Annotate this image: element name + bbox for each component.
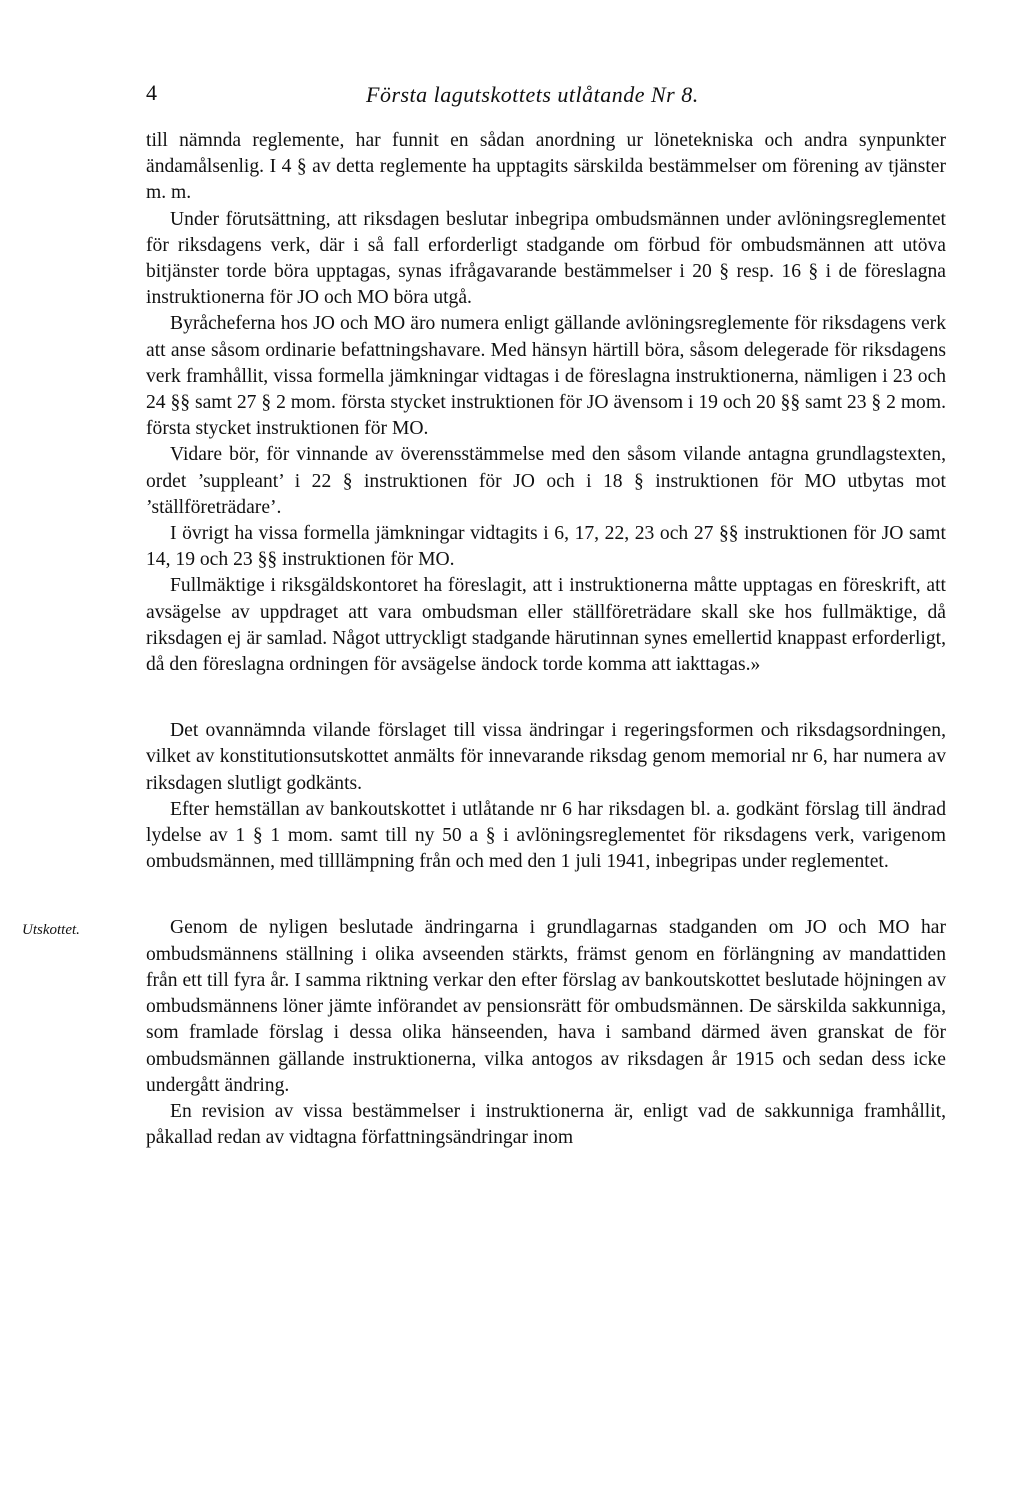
paragraph: Fullmäktige i riksgäldskontoret ha föreslagit, att i instruktionerna måtte upptagas en föreskrift, att avsägelse av uppdraget att vara ombudsman eller ställföreträdare skall ske hos fullmäktige, då riksdagen ej är samlad. Något uttryckligt stadgande härutinnan synes emellertid knappast erforderligt, då den föreslagna ordningen för avsägelse ändock torde komma att iakttagas.» <box>146 575 946 676</box>
page-header <box>146 80 946 112</box>
paragraph: Under förutsättning, att riksdagen beslutar inbegripa ombudsmännen under avlöningsreglementet för riksdagens verk, där i så fall erforderligt stadgande om förbud för ombudsmännen att utöva bitjänster torde böra upptagas, synas ifrågavarande bestämmelser i 20 § resp. 16 § i de föreslagna instruktionerna för JO och MO böra utgå. <box>146 208 946 309</box>
section-gap <box>146 678 946 718</box>
paragraph: En revision av vissa bestämmelser i instruktionerna är, enligt vad de sakkunniga framhållit, påkallad redan av vidtagna författningsändringar inom <box>146 1100 946 1149</box>
running-title: Första lagutskottets utlåtande Nr 8. <box>366 82 699 107</box>
paragraph: Efter hemställan av bankoutskottet i utlåtande nr 6 har riksdagen bl. a. godkänt förslag till ändrad lydelse av 1 § 1 mom. samt till ny 50 a § i avlöningsreglementet för riksdagens verk, varigenom ombudsmännen, med tilllämpning från och med den 1 juli 1941, inbegripas under reglementet. <box>146 798 946 873</box>
section-gap <box>146 875 946 915</box>
paragraph: Vidare bör, för vinnande av överensstämmelse med den såsom vilande antagna grundlagstexten, ordet ’suppleant’ i 22 § instruktionen för JO och i 18 § instruktionen för MO utbytas mot ’ställföreträdare’. <box>146 444 946 518</box>
margin-note: Utskottet. <box>22 922 80 939</box>
paragraph: I övrigt ha vissa formella jämkningar vidtagits i 6, 17, 22, 23 och 27 §§ instruktionen för JO samt 14, 19 och 23 §§ instruktionen för MO. <box>146 523 946 571</box>
body-text <box>22 128 946 1151</box>
paragraph: Genom de nyligen beslutade ändringarna i grundlagarnas stadganden om JO och MO har ombudsmännens ställning i olika avseenden stärkts, främst genom en förlängning av mandattiden från ett till fyra år. I samma riktning verkar den efter förslag av bankoutskottet beslutade höjningen av ombudsmännens löner jämte införandet av pensionsrätt för ombudsmännen. De särskilda sakkunniga, som framlade förslag i dessa olika hänseenden, hava i samband därmed även granskat de för ombudsmännen gällande instruktionerna, vilka antogos av riksdagen år 1915 och sedan dess icke undergått ändring. <box>146 917 946 1096</box>
paragraph: Byråcheferna hos JO och MO äro numera enligt gällande avlöningsreglemente för riksdagens verk att anse såsom ordinarie befattningshavare. Med hänsyn härtill böra, såsom delegerade för riksdagens verk framhållit, vissa formella jämkningar vidtagas i de föreslagna instruktionerna, nämligen i 23 och 24 §§ samt 27 § 2 mom. första stycket instruktionen för JO ävensom i 19 och 20 §§ samt 23 § 2 mom. första stycket instruktionen för MO. <box>146 313 946 440</box>
page-number: 4 <box>146 80 157 105</box>
paragraph: Det ovannämnda vilande förslaget till vissa ändringar i regeringsformen och riksdagsordningen, vilket av konstitutionsutskottet anmälts för innevarande riksdag genom memorial nr 6, har numera av riksdagen slutligt godkänts. <box>146 720 946 794</box>
committee-section <box>22 915 946 1151</box>
paragraph: till nämnda reglemente, har funnit en sådan anordning ur lönetekniska och andra synpunkter ändamålsenlig. I 4 § av detta reglemente ha upptagits särskilda bestämmelser om förening av tjänster m. m. <box>146 130 946 204</box>
